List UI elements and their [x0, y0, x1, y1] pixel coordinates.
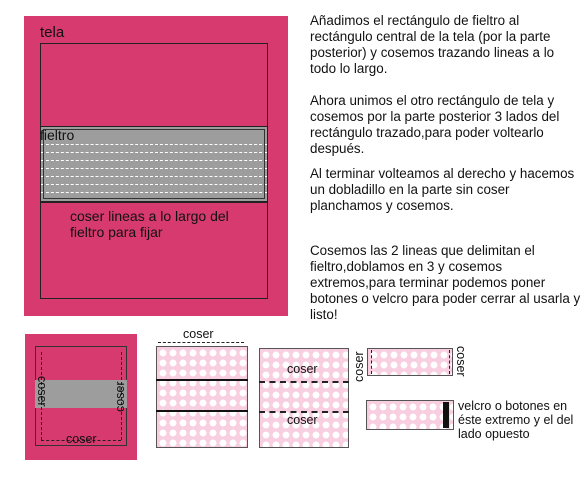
instruction-1: Añadimos el rectángulo de fieltro al rectángulo central de la tela (por la parte posterior) y cosemos trazando lineas a lo todo lo largo.: [310, 13, 555, 76]
step5-panel: [366, 400, 454, 430]
step4-panel: [367, 348, 453, 376]
velcro-mark: [443, 402, 449, 428]
step4-label-left: coser: [352, 351, 366, 382]
step1-label-right: coser: [113, 381, 127, 412]
step2-seam-2: [156, 410, 248, 412]
step1-label-bottom: coser: [66, 432, 97, 446]
step3-label-bottom: coser: [287, 413, 318, 427]
instruction-3: Al terminar volteamos al derecho y hacemos un dobladillo en la parte sin coser planchamos y cosemos.: [310, 166, 575, 213]
label-fieltro: fieltro: [40, 127, 75, 143]
step3-label-top: coser: [287, 362, 318, 376]
label-tela: tela: [40, 24, 65, 41]
step5-note: velcro o botones en éste extremo y el del lado opuesto: [458, 399, 574, 441]
step3-seam-1: [259, 381, 349, 383]
instruction-4: Cosemos las 2 lineas que delimitan el fieltro,doblamos en 3 y cosemos extremos,para terminar podemos poner botones o velcro para poder cerrar al usarla y listo!: [310, 243, 581, 322]
label-coser-lineas: coser lineas a lo largo del fieltro para fijar: [70, 208, 229, 240]
step2-panel: [156, 346, 248, 448]
fabric-main: [24, 16, 288, 316]
lower-line: [40, 202, 268, 203]
instruction-2: Ahora unimos el otro rectángulo de tela y cosemos por la parte posterior 3 lados del rectángulo trazado,para poder voltearlo después.: [310, 93, 560, 156]
step4-stitch-right: [449, 350, 450, 374]
step1-label-left: coser: [35, 376, 49, 407]
felt-inner-line: [43, 129, 265, 199]
step2-seam-1: [156, 379, 248, 381]
step4-stitch-left: [371, 350, 372, 374]
step4-label-right: coser: [454, 346, 468, 377]
step2-top-dash-1: [158, 342, 244, 343]
step2-label-top: coser: [183, 327, 214, 341]
